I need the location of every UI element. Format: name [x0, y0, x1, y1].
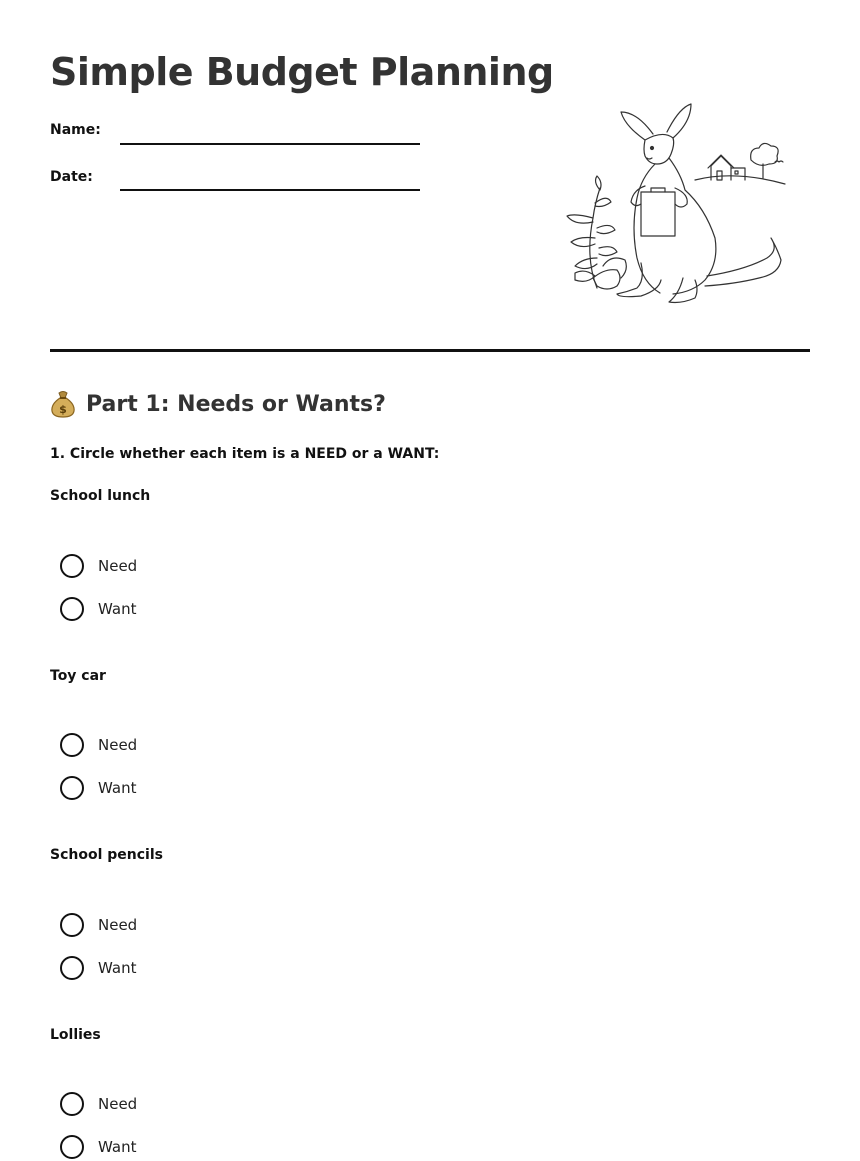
- radio-circle[interactable]: [60, 1135, 84, 1159]
- part-1-heading: [50, 390, 386, 418]
- item-label-toy-car: Toy car: [50, 668, 106, 684]
- money-bag-icon: [50, 390, 76, 418]
- section-divider: [50, 349, 810, 352]
- option-label: Want: [98, 959, 137, 977]
- option-school-pencils-need[interactable]: [60, 912, 137, 938]
- date-field[interactable]: [120, 189, 420, 191]
- item-label-school-pencils: School pencils: [50, 847, 163, 863]
- option-label: Need: [98, 1095, 138, 1113]
- option-lollies-want[interactable]: [60, 1134, 136, 1160]
- name-label: Name:: [50, 122, 101, 138]
- option-label: Need: [98, 557, 138, 575]
- radio-circle[interactable]: [60, 1092, 84, 1116]
- option-label: Want: [98, 1138, 137, 1156]
- option-school-lunch-need[interactable]: [60, 553, 137, 579]
- radio-circle[interactable]: [60, 913, 84, 937]
- option-label: Need: [98, 916, 138, 934]
- radio-circle[interactable]: [60, 776, 84, 800]
- option-toy-car-need[interactable]: [60, 732, 137, 758]
- item-label-school-lunch: School lunch: [50, 488, 151, 504]
- instruction-text: 1. Circle whether each item is a NEED or a WANT:: [50, 446, 440, 462]
- option-label: Need: [98, 736, 138, 754]
- item-label-lollies: Lollies: [50, 1027, 101, 1043]
- name-field[interactable]: [120, 143, 420, 145]
- date-label: Date:: [50, 169, 93, 185]
- part-1-heading-text: Part 1: Needs or Wants?: [86, 391, 386, 417]
- svg-text:$: $: [59, 403, 67, 416]
- radio-circle[interactable]: [60, 597, 84, 621]
- radio-circle[interactable]: [60, 733, 84, 757]
- option-label: Want: [98, 779, 137, 797]
- option-school-pencils-want[interactable]: [60, 955, 136, 981]
- radio-circle[interactable]: [60, 554, 84, 578]
- option-toy-car-want[interactable]: [60, 775, 136, 801]
- option-lollies-need[interactable]: [60, 1091, 137, 1117]
- kangaroo-illustration: [545, 98, 795, 313]
- option-label: Want: [98, 600, 137, 618]
- radio-circle[interactable]: [60, 956, 84, 980]
- page-title: Simple Budget Planning: [50, 50, 554, 94]
- option-school-lunch-want[interactable]: [60, 596, 136, 622]
